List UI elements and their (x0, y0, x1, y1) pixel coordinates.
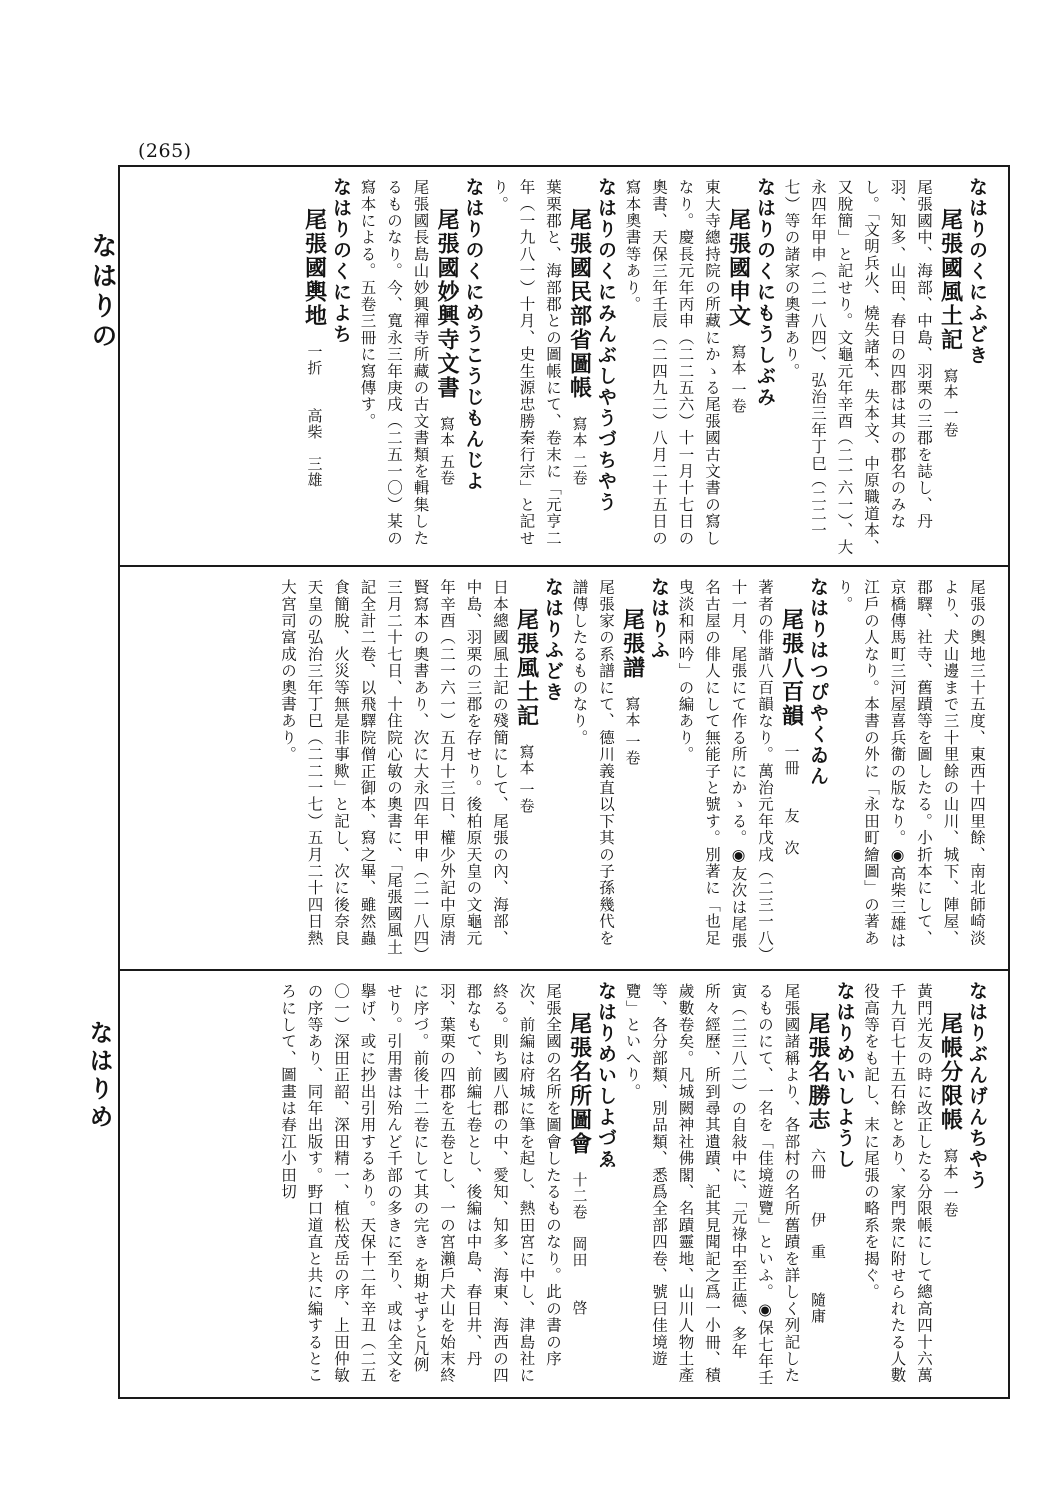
band-bottom (120, 971, 1008, 1399)
entry-title: 尾帳分限帳 寫本 一卷 (937, 1011, 964, 1218)
entry-title: 尾張風土記 寫本 一卷 (513, 607, 540, 814)
band-middle-text (275, 577, 991, 959)
entry-reading: なはりのくにもうしぶみ (754, 177, 776, 408)
entry-meta: 六冊 伊 重 隨庸 (809, 1131, 827, 1324)
entry-meta: 寫本 一卷 (941, 1131, 960, 1218)
entry-body: 尾張國中、海部、中島、羽栗の三郡を誌し、丹羽、知多、山田、春日の四郡は其の郡名のみなし。「文明兵火、燒失諸本、失本文、中原職道本、又脫簡」と記せり。文龜元年辛酉（二一六一）、大永四年甲申（二一八四）、弘治三年丁巳（二二一七）等の諸家の奧書あり。 (782, 178, 933, 555)
page-frame (118, 165, 1010, 1399)
entry-title: 尾張譜 寫本 一卷 (619, 607, 646, 766)
entry-reading: なはりふ (648, 577, 670, 661)
entry-body: 著者の俳諧八百韻なり。萬治元年戊戌（二三一八）十一月、尾張にて作る所にかゝる。◉友次は尾張名古屋の俳人にして無能子と號す。別著に「也足曳淡和兩吟」の編あり。 (676, 578, 774, 955)
entry-meta: 一冊 友 次 (782, 727, 801, 856)
entry-reading: なはりめいしようし (833, 981, 856, 1170)
entry-body: 尾張全國の名所を圖會したるものなり。此の書の序次、前編は府城に筆を起し、熱田宮に中し、津島社に終る。則ち國八郡の中、愛知、知多、海東、海西の四郡なもて、前編七卷とし、後編は中島、春日井、丹羽、葉栗の四郡を五卷とし、一の宮瀨戶犬山を始末終に序づ。前後十二卷にして其の完き を期せずと凡例せり。引用書は殆んど千部の多きに至り、或は全文を擧げ、或に抄出引用するあり。天保十二年辛丑（二五〇一）深田正韶、深田精一、植松茂岳の序、上田仲敏の序等あり、同年出版す。野口道直と共に編するところにして、圖畫は春江小田切 (279, 982, 562, 1384)
entry-title: 尾張名所圖會 十二卷 岡田 啓 (566, 1011, 593, 1316)
entry-meta: 寫本 五卷 (438, 399, 456, 486)
entry-body: 東大寺總持院の所藏にかゝる尾張國古文書の寫しなり。慶長元年丙申（二二五六）十一月十七日の奧書、天保三年壬辰（二四九二）八月二十五日の寫本奧書等あり。 (623, 178, 721, 546)
entry-title: 尾張國申文 寫本 一卷 (725, 207, 752, 414)
entry-meta: 寫本 二卷 (570, 399, 589, 486)
entry-reading: なはりのくにふどき (966, 177, 988, 366)
margin-label-top: なはりの (87, 232, 117, 352)
entry-meta: 寫本 一卷 (729, 327, 748, 414)
band-middle (120, 567, 1008, 969)
entry-body: 尾張の輿地三十五度、東西十四里餘、南北師崎淡より、犬山邊まで三十里餘の山川、城下、陣屋、郡驛、社寺、舊蹟等を圖したる。小折本にして、京橋傳馬町三河屋喜兵衞の版なり。◉高柴三雄は江戶の人なり。本書の外に「永田町繪圖」の著あり。 (835, 578, 986, 949)
entry-meta: 寫本 一卷 (517, 727, 536, 814)
entry-reading: なはりめいしよづゑ (595, 981, 617, 1170)
entry-title: 尾張國妙興寺文書 寫本 五卷 (434, 207, 460, 486)
entry-meta: 寫本 一卷 (941, 351, 960, 438)
entry-reading: なはりのくによち (330, 177, 352, 345)
band-bottom-text (275, 981, 991, 1389)
entry-title: 尾張國輿地 一折 高柴 三雄 (301, 207, 328, 488)
entry-reading: なはりのくにみんぶしやうづちやう (595, 177, 617, 513)
entry-title: 尾張八百韻 一冊 友 次 (778, 607, 805, 856)
entry-body: 尾張國諸稱より、各部村の名所舊蹟を詳しく列記したるものにて、一名を「佳境遊覽」といふ。◉保七年壬寅（二三八二）の自敍中に、「元祿中至正德、多年所々經歷、所到尋其遺蹟、記其見聞記之爲一小冊、積歲數卷矣。凡城闕神社佛閣、名蹟靈地、山川人物土產等、各分部類、別品類、悉爲全部四卷、號曰佳境遊覽」といへり。 (623, 982, 801, 1386)
band-top (120, 167, 1008, 565)
entry-meta: 十二卷 岡田 啓 (570, 1155, 589, 1316)
entry-reading: なはりぶんげんちやう (966, 981, 988, 1191)
entry-title: 尾張名勝志 六冊 伊 重 隨庸 (805, 1011, 831, 1324)
entry-body: 日本總國風土記の殘簡にして、尾張の內、海部、中島、羽栗の三郡を存せり。後柏原天皇の文龜元年辛酉（二一六一）五月十三日、權少外記中原淸賢寫本の奧書あり、次に大永四年甲申（二一八四）三月二十七日、十住院心敏の奧書に、「尾張國風土記全計二卷、以飛驛院僧正御本、寫之畢、雖然蟲食簡脫、火災等無是非事歟」と記し、次に後奈良天皇の弘治三年丁巳（二二一七）五月二十四日熱大宮司富成の奧書あり。 (279, 578, 509, 955)
entry-reading: なはりふどき (542, 577, 564, 703)
margin-label-bottom: なはりめ (85, 1020, 114, 1132)
entry-title: 尾張國風土記 寫本 一卷 (937, 207, 964, 438)
band-top-text (301, 177, 990, 555)
entry-meta: 一折 高柴 三雄 (305, 327, 324, 488)
entry-body: 尾張家の系譜にて、德川義直以下其の子孫幾代を譜傳したるものなり。 (570, 578, 615, 946)
entry-body: 黃門光友の時に改正したる分限帳にして總高四十六萬千九百七十五石餘とあり、家門衆に附せられたる人數役高等をも記し、末に尾張の略系を揭ぐ。 (862, 982, 933, 1384)
entry-body: 尾張國長島山妙興禪寺所藏の古文書類を輯集したるものなり。今、寬永三年庚戌（二五一〇）某の寫本による。五卷三冊に寫傳す。 (358, 178, 430, 546)
entry-meta: 寫本 一卷 (623, 679, 642, 766)
entry-reading: なはりのくにめうこうじもんじよ (462, 177, 485, 492)
entry-body: 葉栗郡と、海部郡との圖帳にて、卷末に「元亨二年（一九八一）十月、史生源忠勝秦行宗」と記せり。 (491, 178, 562, 546)
page-number: (265) (138, 140, 192, 162)
entry-reading: なはりはつぴやくゐん (807, 577, 829, 787)
entry-title: 尾張國民部省圖帳 寫本 二卷 (566, 207, 593, 486)
